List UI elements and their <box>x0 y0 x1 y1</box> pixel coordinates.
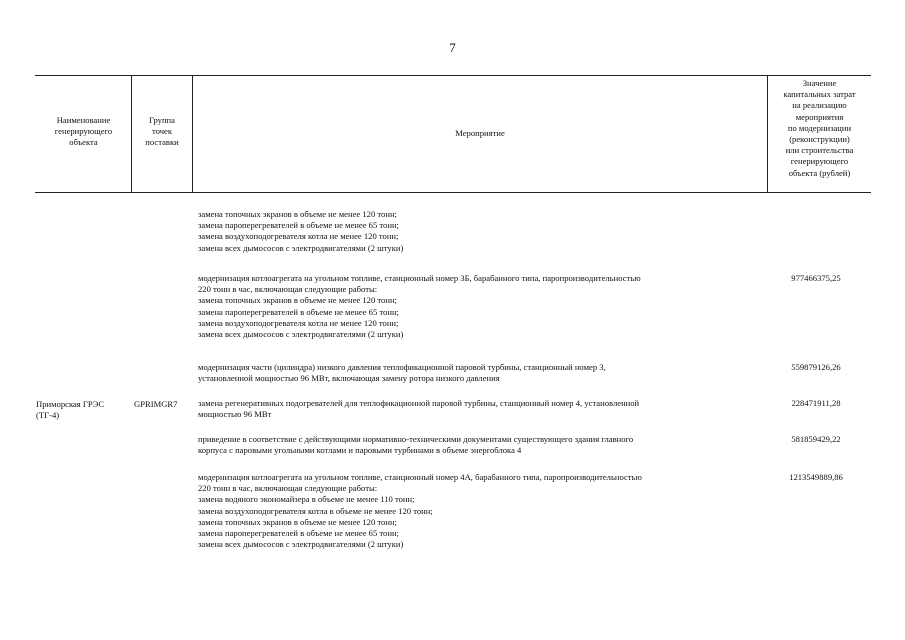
measure-item: приведение в соответствие с действующими нормативно-техническими документами существующего здания главного корпуса с паровыми угольными котлами и паровыми турбинами в объеме энергоблока 4 <box>198 434 634 456</box>
measure-item: замена топочных экранов в объеме не менее 120 тонн; замена пароперегревателей в объеме не менее 65 тонн; замена воздухоподогревателя котла не менее 120 тонн; замена всех дымососов с электродвигателями (2 штуки) <box>198 209 404 253</box>
measure-item: модернизация части (цилиндра) низкого давления теплофикационной паровой турбины, станционный номер 3, установленной мощностью 96 МВт, включающая замену ротора низкого давления <box>198 362 606 384</box>
header-group: Группа точек поставки <box>145 115 179 148</box>
cost-value: 559879126,26 <box>791 362 841 372</box>
measure-item: модернизация котлоагрегата на угольном топливе, станционный номер 3Б, барабанного типа, паропроизводительностью 220 тонн в час, включающая следующие работы: замена топочных экранов в объеме не менее 120 тонн; замена пароперегревателей в объеме не менее 65 тонн; замена воздухоподогревателя котла не менее 120 тонн; замена всех дымососов с электродвигателями (2 штуки) <box>198 273 641 340</box>
table-top-border <box>35 75 871 76</box>
cost-value: 977466375,25 <box>791 273 841 283</box>
object-name: Приморская ГРЭС (ТГ-4) <box>36 399 105 421</box>
measure-item: замена регенеративных подогревателей для теплофикационной паровой турбины, станционный номер 4, установленной мощностью 96 МВт <box>198 398 640 420</box>
cost-value: 228471911,28 <box>791 398 841 408</box>
header-cost: Значение капитальных затрат на реализацию мероприятия по модернизации (реконструкции) или строительства генерирующего объекта (рублей) <box>783 78 856 178</box>
group-code: GPRIMGR7 <box>134 399 178 409</box>
measure-item: модернизация котлоагрегата на угольном топливе, станционный номер 4А, барабанного типа, паропроизводительностью 220 тонн в час, включающая следующие работы: замена водяного экономайзера в объеме не менее 110 тонн; замена воздухоподогревателя котла в объеме не менее 120 тонн; замена топочных экранов в объеме не менее 120 тонн; замена пароперегревателей в объеме не менее 65 тонн; замена всех дымососов с электродвигателями (2 штуки) <box>198 472 642 550</box>
cost-value: 1213549889,86 <box>789 472 843 482</box>
header-bottom-border <box>35 192 871 193</box>
page-number: 7 <box>449 40 456 55</box>
header-object-name: Наименование генерирующего объекта <box>54 115 113 148</box>
header-measure: Мероприятие <box>455 128 505 138</box>
cost-value: 581859429,22 <box>791 434 841 444</box>
